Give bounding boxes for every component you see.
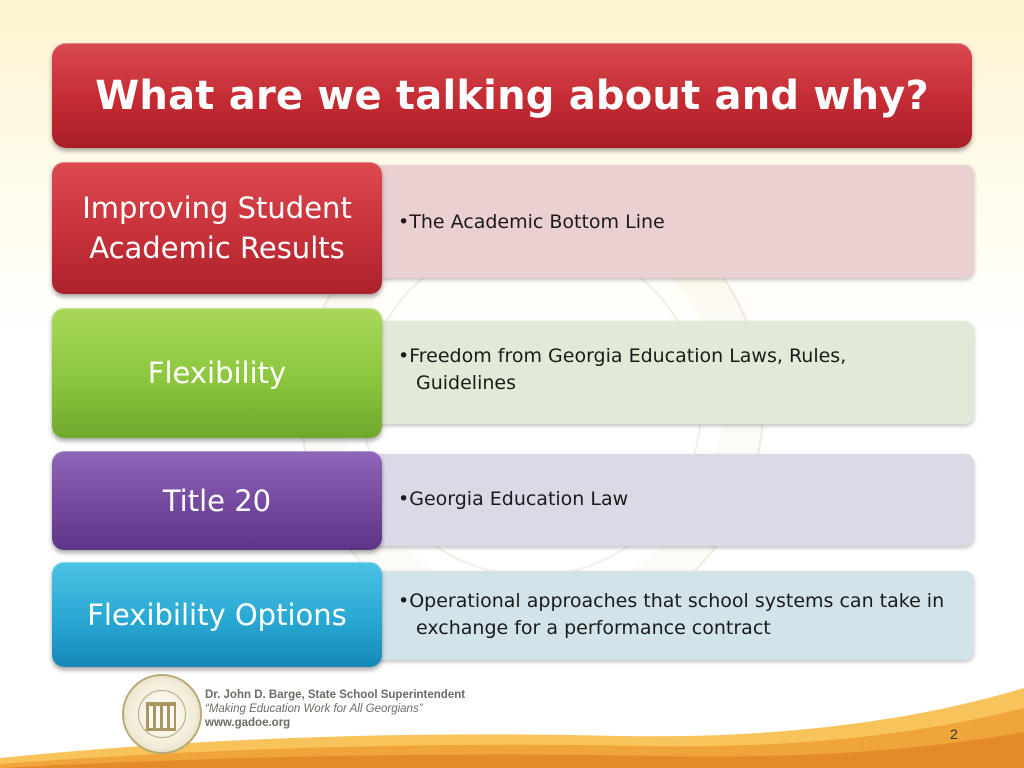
footer-website: www.gadoe.org: [205, 717, 291, 729]
bullet-panel: [370, 454, 974, 546]
bullet-panel: [370, 165, 974, 278]
bullet-item: • Georgia Education Law: [398, 486, 950, 513]
footer-tagline: “Making Education Work for All Georgians”: [205, 703, 423, 715]
label-box: [52, 451, 382, 550]
title-banner: [52, 43, 972, 148]
row-title-20: [52, 451, 974, 550]
bullet-panel: [370, 571, 974, 660]
row-flexibility-options: [52, 562, 974, 667]
row-label: Flexibility Options: [87, 597, 347, 632]
row-flexibility: [52, 308, 974, 438]
row-label: Improving Student Academic Results: [82, 191, 352, 265]
education-seal-icon: [122, 674, 202, 754]
row-improving-results: [52, 162, 974, 294]
bullet-item: • Freedom from Georgia Education Laws, Rules, Guidelines: [398, 343, 950, 397]
slide-title: What are we talking about and why?: [95, 72, 929, 119]
label-box: [52, 162, 382, 294]
page-number: 2: [950, 726, 958, 742]
superintendent-name: Dr. John D. Barge, State School Superintendent: [205, 689, 466, 701]
bullet-item: • The Academic Bottom Line: [398, 209, 950, 236]
bullet-item: • Operational approaches that school systems can take in exchange for a performance contract: [398, 588, 950, 642]
row-label: Title 20: [162, 483, 272, 518]
bullet-panel: [370, 321, 974, 424]
row-label: Flexibility: [147, 356, 287, 390]
label-box: [52, 308, 382, 438]
footer-credits: [205, 688, 465, 730]
label-box: [52, 562, 382, 667]
capitol-pillars-icon: [146, 702, 176, 731]
